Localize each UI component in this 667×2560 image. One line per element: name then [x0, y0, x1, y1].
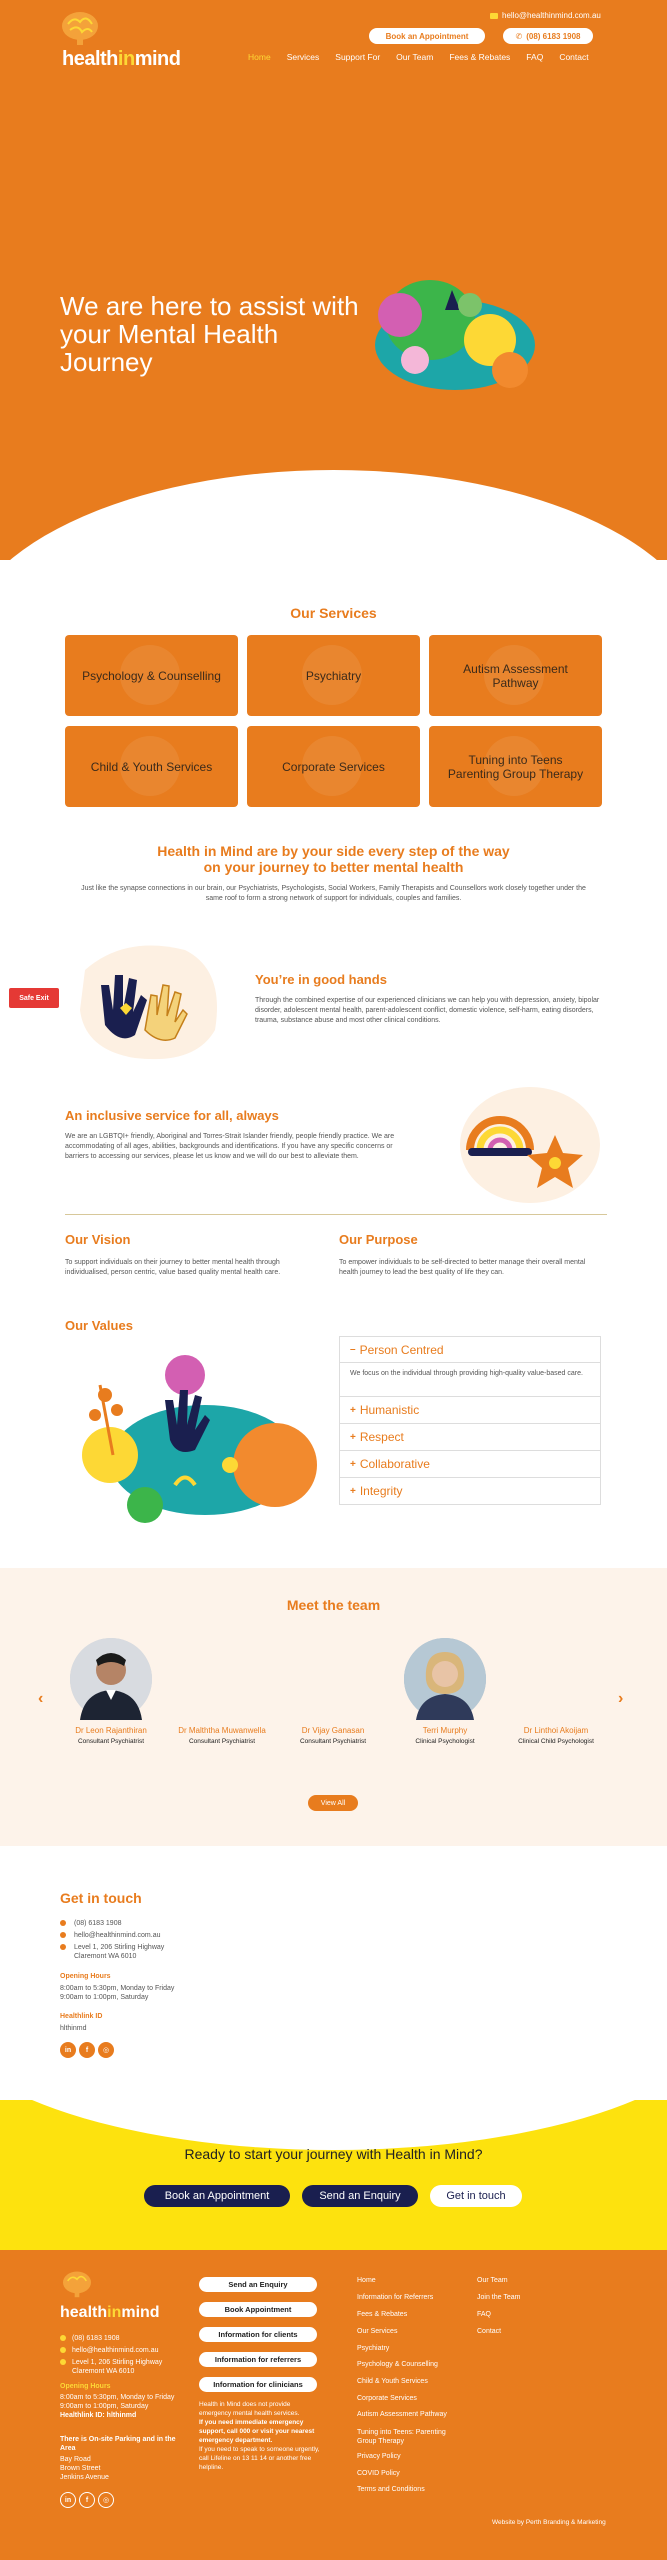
avatar [404, 1638, 486, 1720]
vision-title: Our Vision [65, 1232, 131, 1247]
safe-exit-button[interactable]: Safe Exit [9, 988, 59, 1008]
services-title: Our Services [290, 605, 377, 621]
healthlink-id: hlthinmd [60, 2025, 87, 2032]
nav-contact[interactable]: Contact [559, 52, 589, 62]
service-card-tuning-teens[interactable]: Tuning into Teens Parenting Group Therapy [429, 726, 602, 807]
book-appointment-button[interactable]: Book an Appointment [369, 28, 485, 44]
nav-fees-rebates[interactable]: Fees & Rebates [449, 52, 511, 62]
cta-book-appointment-button[interactable]: Book an Appointment [144, 2185, 290, 2207]
nav-services[interactable]: Services [286, 52, 320, 62]
footer-link[interactable]: Child & Youth Services [357, 2378, 428, 2385]
member-name: Dr Linthoi Akoijam [523, 1726, 589, 1735]
vision-text: To support individuals on their journey to better mental health through individualised, person centric, value based quality mental health care. [65, 1259, 281, 1276]
footer-hours-saturday: 9:00am to 1:00pm, Saturday [60, 2403, 149, 2410]
expand-icon: + [350, 1458, 356, 1470]
main-nav [248, 52, 605, 62]
footer-link[interactable]: Psychology & Counselling [357, 2361, 438, 2368]
nav-home[interactable]: Home [248, 52, 271, 62]
avatar [70, 1638, 152, 1720]
values-accordion [339, 1336, 601, 1505]
footer-address-line2: Claremont WA 6010 [72, 2368, 135, 2375]
footer-link[interactable]: Contact [477, 2328, 502, 2335]
footer-link[interactable]: Terms and Conditions [357, 2486, 425, 2493]
phone-button[interactable]: ✆ (08) 6183 1908 [503, 28, 593, 44]
location-pin-icon [60, 1944, 66, 1950]
linkedin-icon[interactable]: in [60, 2042, 76, 2058]
collapse-icon: – [350, 1344, 356, 1355]
footer-hours-title: Opening Hours [60, 2383, 111, 2390]
phone-icon [60, 2335, 66, 2341]
member-name: Dr Vijay Ganasan [301, 1726, 365, 1735]
envelope-icon [60, 1932, 66, 1938]
linkedin-icon[interactable]: in [60, 2492, 76, 2508]
step-title: Health in Mind are by your side every step of the way on your journey to better mental health [157, 843, 510, 875]
phone-icon [60, 1920, 66, 1926]
footer-link[interactable]: Privacy Policy [357, 2453, 401, 2460]
avatar-photo [404, 1638, 486, 1720]
good-hands-title: You’re in good hands [255, 972, 387, 987]
nav-faq[interactable]: FAQ [526, 52, 544, 62]
footer-link[interactable]: Home [357, 2277, 376, 2284]
service-card-corporate[interactable]: Corporate Services [247, 726, 420, 807]
footer-link[interactable]: COVID Policy [357, 2470, 400, 2477]
header-email[interactable]: hello@healthinmind.com.au [490, 11, 601, 20]
contact-phone[interactable]: (08) 6183 1908 [60, 1919, 121, 1928]
accordion-header-collaborative[interactable]: + Collaborative [339, 1451, 601, 1478]
cta-send-enquiry-button[interactable]: Send an Enquiry [302, 2185, 418, 2207]
footer-link[interactable]: Information for Referrers [357, 2294, 434, 2301]
brain-icon [60, 10, 100, 46]
good-hands-text: Through the combined expertise of our experienced clinicians we can help you with depression, anxiety, bipolar disorder, adolescent mental health, parent-adolescent conflict, domestic violence, self-harm, eating disorders, trauma, substance abuse and most other clinical conditions. [255, 997, 600, 1024]
purpose-text: To empower individuals to be self-directed to better manage their overall mental health journey to lead the best quality of life they can. [339, 1259, 586, 1276]
inclusive-title: An inclusive service for all, always [65, 1108, 279, 1123]
brain-icon [60, 2270, 94, 2298]
view-all-team-button[interactable]: View All [308, 1795, 358, 1811]
envelope-icon [60, 2347, 66, 2353]
footer-link[interactable]: Our Services [357, 2328, 398, 2335]
member-name: Dr Malththa Muwanwella [178, 1726, 266, 1735]
footer-emergency-note: Health in Mind does not provide emergency mental health services. If you need immediate emergency support, call 000 or visit your nearest emergency department. If you need to speak to someone urgently, call Lifeline on 13 11 14 or another free helpline. [199, 2401, 320, 2471]
footer-link[interactable]: Join the Team [477, 2294, 521, 2301]
opening-hours-title: Opening Hours [60, 1973, 111, 1980]
member-name: Dr Leon Rajanthiran [75, 1726, 147, 1735]
footer-link[interactable]: FAQ [477, 2311, 492, 2318]
footer-parking-street: Jenkins Avenue [60, 2474, 109, 2481]
step-text: Just like the synapse connections in our brain, our Psychiatrists, Psychologists, Social Workers, Family Therapists and Counsellors work closely together under the same roof to form a strong network of support for individuals, couples and families. [81, 885, 586, 902]
carousel-next-arrow[interactable]: › [618, 1690, 624, 1707]
expand-icon: + [350, 1404, 356, 1416]
member-role: Consultant Psychiatrist [188, 1738, 256, 1745]
footer-parking-title: There is On-site Parking and in the Area [60, 2436, 176, 2452]
member-role: Consultant Psychiatrist [299, 1738, 367, 1745]
hero-illustration [360, 270, 550, 400]
instagram-icon[interactable]: ◎ [98, 2492, 114, 2508]
facebook-icon[interactable]: f [79, 2042, 95, 2058]
team-member-card[interactable] [177, 1726, 267, 1746]
logo-wordmark: healthinmind [62, 48, 181, 70]
hero-title: We are here to assist with your Mental Health Journey [60, 291, 359, 377]
footer-link[interactable]: Fees & Rebates [357, 2311, 408, 2318]
footer-send-enquiry-button[interactable]: Send an Enquiry [199, 2277, 317, 2292]
facebook-icon[interactable]: f [79, 2492, 95, 2508]
avatar-photo [70, 1638, 152, 1720]
expand-icon: + [350, 1485, 356, 1497]
phone-icon: ✆ [515, 31, 523, 41]
contact-address: Level 1, 206 Stirling Highway [60, 1943, 164, 1952]
nav-our-team[interactable]: Our Team [396, 52, 434, 62]
rainbow-illustration [440, 1080, 600, 1205]
accordion-header-humanistic[interactable]: + Humanistic [339, 1397, 601, 1424]
values-title: Our Values [65, 1318, 133, 1333]
team-member-card[interactable] [66, 1638, 156, 1746]
footer-info-clinicians-button[interactable]: Information for clinicians [199, 2377, 317, 2392]
footer-link[interactable]: Autism Assessment Pathway [357, 2411, 447, 2418]
cta-get-in-touch-button[interactable]: Get in touch [430, 2185, 522, 2207]
section-divider [65, 1214, 607, 1215]
footer-link[interactable]: Our Team [477, 2277, 508, 2284]
cta-section [0, 2100, 667, 2250]
values-illustration [65, 1345, 335, 1525]
footer-info-clients-button[interactable]: Information for clients [199, 2327, 317, 2342]
carousel-prev-arrow[interactable]: ‹ [38, 1690, 44, 1707]
team-member-card[interactable] [511, 1726, 601, 1746]
cta-curve [0, 2100, 667, 2150]
service-card-psychiatry[interactable]: Psychiatry [247, 635, 420, 716]
services-grid [65, 635, 602, 807]
footer-hours-weekdays: 8:00am to 5:30pm, Monday to Friday [60, 2394, 175, 2401]
service-card-autism[interactable]: Autism Assessment Pathway [429, 635, 602, 716]
member-role: Clinical Child Psychologist [518, 1738, 594, 1745]
footer-book-appointment-button[interactable]: Book Appointment [199, 2302, 317, 2317]
instagram-icon[interactable]: ◎ [98, 2042, 114, 2058]
member-name: Terri Murphy [422, 1726, 468, 1735]
nav-support-for[interactable]: Support For [335, 52, 381, 62]
contact-address-line2: Claremont WA 6010 [74, 1953, 137, 1960]
footer-parking-street: Bay Road [60, 2456, 91, 2463]
member-role: Clinical Psychologist [415, 1738, 475, 1745]
team-member-card[interactable] [288, 1726, 378, 1746]
inclusive-text: We are an LGBTQI+ friendly, Aboriginal and Torres-Strait Islander friendly, people friendly practice. We are accommodating of all ages, abilities, backgrounds and identifications. If you have any specific concerns or barriers to accessing our services, please let us know and we will do our best to alleviate them. [65, 1133, 395, 1160]
accordion-header-integrity[interactable]: + Integrity [339, 1478, 601, 1505]
healthlink-title: Healthlink ID [60, 2013, 103, 2020]
footer-logo[interactable] [60, 2270, 180, 2320]
accordion-header-respect[interactable]: + Respect [339, 1424, 601, 1451]
purpose-title: Our Purpose [339, 1232, 418, 1247]
accordion-body-person-centred: We focus on the individual through providing high-quality value-based care. [339, 1363, 601, 1397]
team-member-card[interactable] [400, 1638, 490, 1746]
footer-address: Level 1, 206 Stirling Highway [60, 2358, 162, 2367]
footer-phone[interactable]: (08) 6183 1908 [60, 2334, 119, 2343]
expand-icon: + [350, 1431, 356, 1443]
opening-hours-weekdays: 8:00am to 5:30pm, Monday to Friday [60, 1985, 175, 1992]
team-title: Meet the team [286, 1597, 381, 1613]
footer-healthlink: Healthlink ID: hlthinmd [60, 2412, 137, 2419]
footer-wordmark: healthinmind [60, 2304, 160, 2321]
service-card-psychology[interactable]: Psychology & Counselling [65, 635, 238, 716]
footer-info-referrers-button[interactable]: Information for referrers [199, 2352, 317, 2367]
opening-hours-saturday: 9:00am to 1:00pm, Saturday [60, 1994, 149, 2001]
footer-credit[interactable]: Website by Perth Branding & Marketing [492, 2519, 606, 2526]
location-pin-icon [60, 2359, 66, 2365]
envelope-icon [490, 13, 498, 19]
footer-link[interactable]: Corporate Services [357, 2395, 417, 2402]
footer-email[interactable]: hello@healthinmind.com.au [60, 2346, 159, 2355]
footer-parking-street: Brown Street [60, 2465, 101, 2472]
contact-title: Get in touch [60, 1890, 142, 1906]
accordion-header-person-centred[interactable]: – Person Centred [339, 1336, 601, 1363]
footer-link[interactable]: Psychiatry [357, 2345, 390, 2352]
site-logo[interactable] [60, 10, 190, 70]
member-role: Consultant Psychiatrist [77, 1738, 145, 1745]
service-card-child-youth[interactable]: Child & Youth Services [65, 726, 238, 807]
cta-title: Ready to start your journey with Health in Mind? [184, 2146, 483, 2162]
footer-link[interactable]: Tuning into Teens: Parenting Group Therapy [357, 2429, 446, 2445]
contact-email[interactable]: hello@healthinmind.com.au [60, 1931, 161, 1940]
hands-illustration [65, 940, 225, 1065]
